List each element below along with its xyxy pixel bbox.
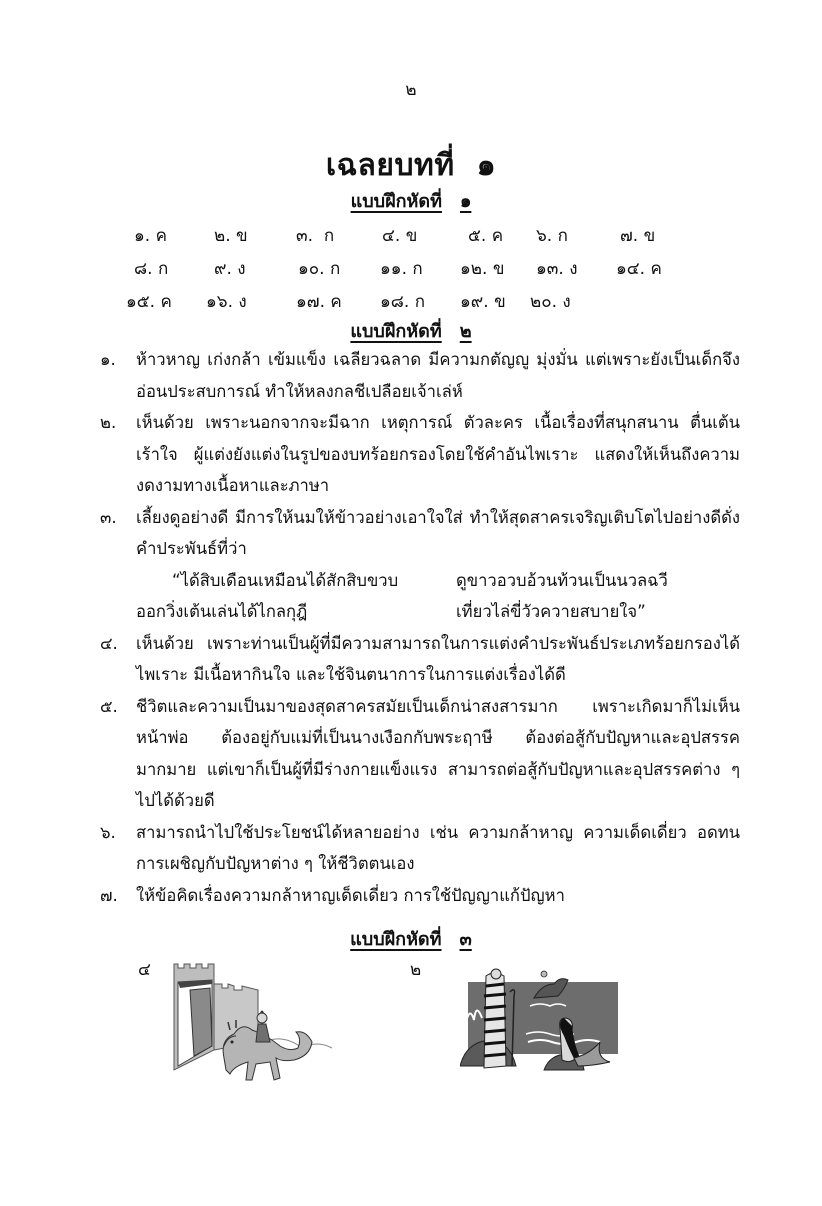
answer-paragraph: [100, 502, 740, 565]
answer-paragraph: [100, 344, 740, 407]
item-number: ๔.: [100, 633, 118, 653]
exercise-3-heading: [0, 924, 822, 953]
exercise-1-number: ๑: [459, 191, 472, 212]
poem-line: [136, 596, 740, 628]
exercise-3-number: ๓: [459, 929, 472, 950]
answer-item: ๑๔. ค: [616, 259, 662, 279]
illustration-hermit-mermaid: [460, 962, 620, 1074]
poem-line: [136, 565, 740, 597]
exercise-1-heading: [0, 186, 822, 215]
answer-item: ๘. ก: [134, 259, 169, 279]
chapter-number: ๑: [476, 148, 497, 183]
answer-key-grid: [126, 222, 750, 321]
exercise-2-number: ๒: [459, 321, 472, 342]
answer-item: ๑๙. ข: [460, 292, 506, 312]
exercise-1-heading-text: แบบฝึกหัดที่: [350, 191, 442, 212]
answer-item: ๙. ง: [214, 259, 246, 279]
answer-item: ๑๓. ง: [536, 259, 578, 279]
answer-item: ๑๕. ค: [126, 292, 172, 312]
answer-item: ๑. ค: [134, 226, 167, 246]
exercise-2-heading: [0, 316, 822, 345]
item-number: ๗.: [100, 885, 118, 905]
answer-item: ๗. ข: [620, 226, 656, 246]
item-text: ชีวิตและความเป็นมาของสุดสาครสมัยเป็นเด็กน่าสงสารมาก เพราะเกิดมาก็ไม่เห็นหน้าพ่อ ต้องอยู่กับแม่ที่เป็นนางเงือกกับพระฤาษี ต้องต่อสู้กับปัญหาและอุปสรรคมากมาย แต่เขาก็เป็นผู้ที่มีร่างกายแข็งแรง สามารถต่อสู้กับปัญหาและอุปสรรคต่าง ๆ ไปได้ด้วยดี: [136, 696, 740, 810]
answer-paragraph: [100, 628, 740, 691]
answer-item: ๑๐. ก: [298, 259, 341, 279]
answer-item: ๓. ก: [296, 226, 335, 246]
poem-verse: เที่ยวไล่ขี่วัวควายสบายใจ”: [456, 602, 646, 621]
item-text: ให้ข้อคิดเรื่องความกล้าหาญเด็ดเดี่ยว การใช้ปัญญาแก้ปัญหา: [136, 885, 565, 905]
illustration-dragon-rider: [172, 962, 332, 1082]
item-text: สามารถนำไปใช้ประโยชน์ได้หลายอย่าง เช่น ความกล้าหาญ ความเด็ดเดี่ยว อดทนการเผชิญกับปัญหาต่าง ๆ ให้ชีวิตตนเอง: [136, 822, 740, 873]
answer-item: ๒. ข: [214, 226, 248, 246]
answer-item: ๑๒. ข: [460, 259, 505, 279]
page-number: ๒: [405, 80, 417, 100]
figure-label: ๒: [410, 960, 422, 980]
exercise-2-heading-text: แบบฝึกหัดที่: [350, 321, 442, 342]
item-number: ๒.: [100, 413, 117, 432]
answer-item: ๑๗. ค: [296, 292, 342, 312]
poem-verse: ออกวิ่งเต้นเล่นได้ไกลกุฎี: [136, 602, 308, 621]
answer-item: ๔. ข: [382, 226, 418, 246]
poem-verse: “ได้สิบเดือนเหมือนได้สักสิบขวบ: [172, 570, 399, 590]
answer-paragraph: [100, 817, 740, 880]
answer-item: ๑๖. ง: [206, 292, 247, 312]
chapter-title: [0, 142, 822, 189]
answer-row: [130, 222, 750, 255]
exercise-3-heading-text: แบบฝึกหัดที่: [350, 929, 442, 950]
answer-item: ๑๑. ก: [380, 259, 423, 279]
answer-row: [130, 255, 750, 288]
poem-verse: ดูขาวอวบอ้วนท้วนเป็นนวลฉวี: [456, 570, 668, 590]
answer-item: ๑๘. ก: [380, 292, 426, 312]
answer-paragraph: [100, 880, 740, 912]
poem-quote: [100, 565, 740, 628]
chapter-title-text: เฉลยบทที่: [325, 148, 455, 183]
answer-item: ๕. ค: [468, 226, 504, 246]
item-text: ห้าวหาญ เก่งกล้า เข้มแข็ง เฉลียวฉลาด มีความกตัญญู มุ่งมั่น แต่เพราะยังเป็นเด็กจึงอ่อนประสบการณ์ ทำให้หลงกลชีเปลือยเจ้าเล่ห์: [136, 350, 740, 401]
answer-item: ๖. ก: [536, 226, 568, 246]
item-text: เห็นด้วย เพราะนอกจากจะมีฉาก เหตุการณ์ ตัวละคร เนื้อเรื่องที่สนุกสนาน ตื่นเต้นเร้าใจ ผู้แต่งยังแต่งในรูปของบทร้อยกรองโดยใช้คำอันไพเราะ แสดงให้เห็นถึงความงดงามทางเนื้อหาและภาษา: [136, 413, 740, 495]
figure-label: ๔: [138, 960, 151, 980]
answer-paragraph: [100, 407, 740, 502]
item-text: เห็นด้วย เพราะท่านเป็นผู้ที่มีความสามารถในการแต่งคำประพันธ์ประเภทร้อยกรองได้ไพเราะ มีเนื้อหากินใจ และใช้จินตนาการในการแต่งเรื่องได้ดี: [136, 633, 740, 684]
item-number: ๖.: [100, 822, 116, 842]
item-number: ๓.: [100, 507, 117, 527]
item-number: ๕.: [100, 696, 118, 716]
answer-item: ๒๐. ง: [530, 292, 571, 312]
exercise-2-answers: [100, 344, 740, 911]
answer-paragraph: [100, 691, 740, 817]
item-number: ๑.: [100, 350, 116, 369]
item-text: เลี้ยงดูอย่างดี มีการให้นมให้ข้าวอย่างเอาใจใส่ ทำให้สุดสาครเจริญเติบโตไปอย่างดีดั่งคำประพันธ์ที่ว่า: [136, 507, 740, 558]
